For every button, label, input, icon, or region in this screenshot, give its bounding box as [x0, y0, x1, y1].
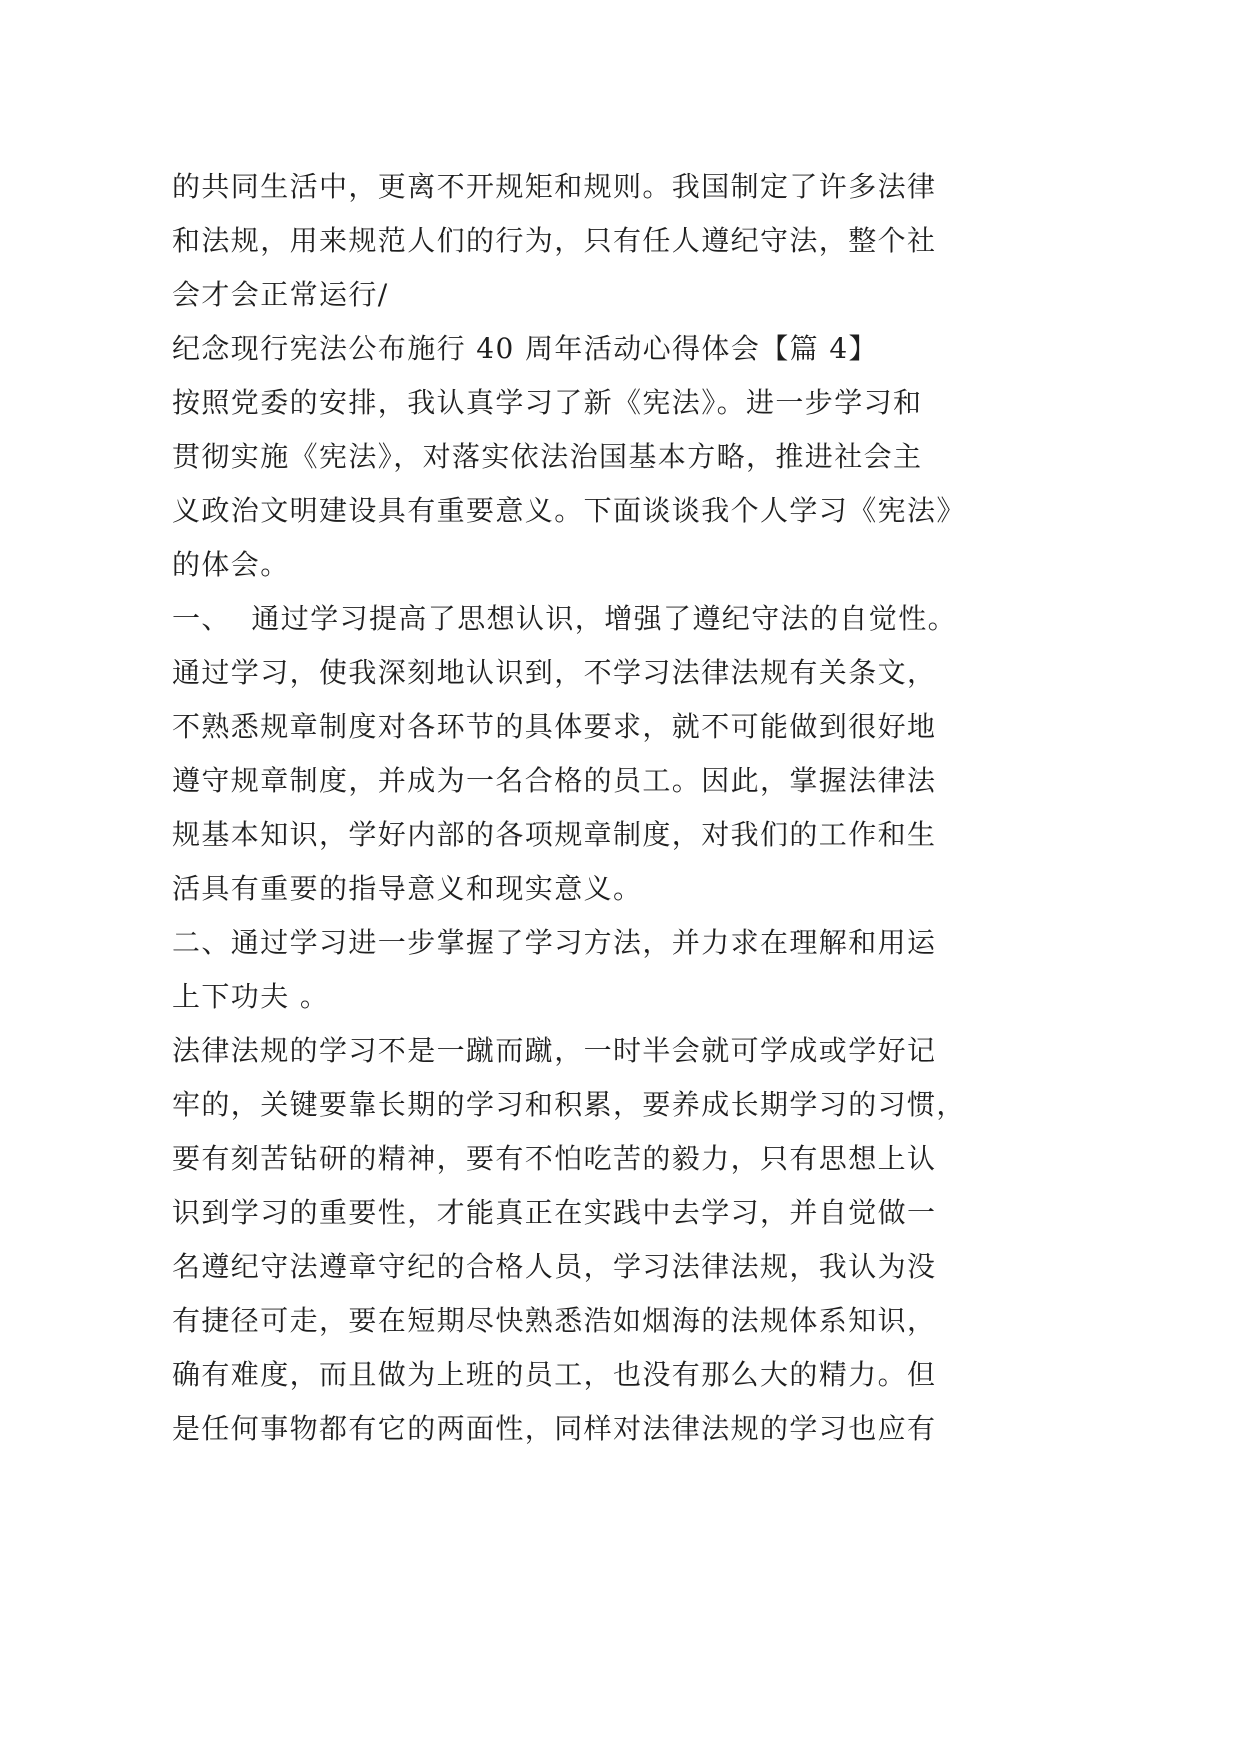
text-line: 法律法规的学习不是一蹴而蹴，一时半会就可学成或学好记: [172, 1034, 937, 1067]
numbered-point-heading: 二、通过学习进一步掌握了学习方法，并力求在理解和用运: [172, 926, 937, 959]
text-line: 是任何事物都有它的两面性，同样对法律法规的学习也应有: [172, 1412, 937, 1445]
text-line: 的共同生活中，更离不开规矩和规则。我国制定了许多法律: [172, 170, 937, 203]
text-line: 不熟悉规章制度对各环节的具体要求，就不可能做到很好地: [172, 710, 937, 743]
text-line: 要有刻苦钻研的精神，要有不怕吃苦的毅力，只有思想上认: [172, 1142, 937, 1175]
text-line: 有捷径可走，要在短期尽快熟悉浩如烟海的法规体系知识，: [172, 1304, 937, 1337]
text-line: 遵守规章制度，并成为一名合格的员工。因此，掌握法律法: [172, 764, 937, 797]
section-heading: 纪念现行宪法公布施行 40 周年活动心得体会【篇 4】: [172, 332, 878, 365]
text-line: 上下功夫 。: [172, 980, 330, 1013]
text-line: 按照党委的安排，我认真学习了新《宪法》。进一步学习和: [172, 386, 923, 419]
text-line: 识到学习的重要性，才能真正在实践中去学习，并自觉做一: [172, 1196, 937, 1229]
text-line: 牢的，关键要靠长期的学习和积累，要养成长期学习的习惯，: [172, 1088, 966, 1121]
text-line: 和法规，用来规范人们的行为，只有任人遵纪守法，整个社: [172, 224, 937, 257]
text-line: 会才会正常运行/: [172, 278, 389, 311]
text-line: 活具有重要的指导意义和现实意义。: [172, 872, 643, 905]
text-line: 贯彻实施《宪法》，对落实依法治国基本方略，推进社会主: [172, 440, 923, 473]
text-line: 的体会。: [172, 548, 290, 581]
numbered-point-heading: 一、 通过学习提高了思想认识，增强了遵纪守法的自觉性。: [172, 602, 958, 635]
text-line: 名遵纪守法遵章守纪的合格人员，学习法律法规，我认为没: [172, 1250, 937, 1283]
text-line: 确有难度，而且做为上班的员工，也没有那么大的精力。但: [172, 1358, 937, 1391]
text-line: 义政治文明建设具有重要意义。下面谈谈我个人学习《宪法》: [172, 494, 966, 527]
document-body: [172, 160, 992, 1456]
text-line: 通过学习，使我深刻地认识到，不学习法律法规有关条文，: [172, 656, 937, 689]
text-line: 规基本知识，学好内部的各项规章制度，对我们的工作和生: [172, 818, 937, 851]
